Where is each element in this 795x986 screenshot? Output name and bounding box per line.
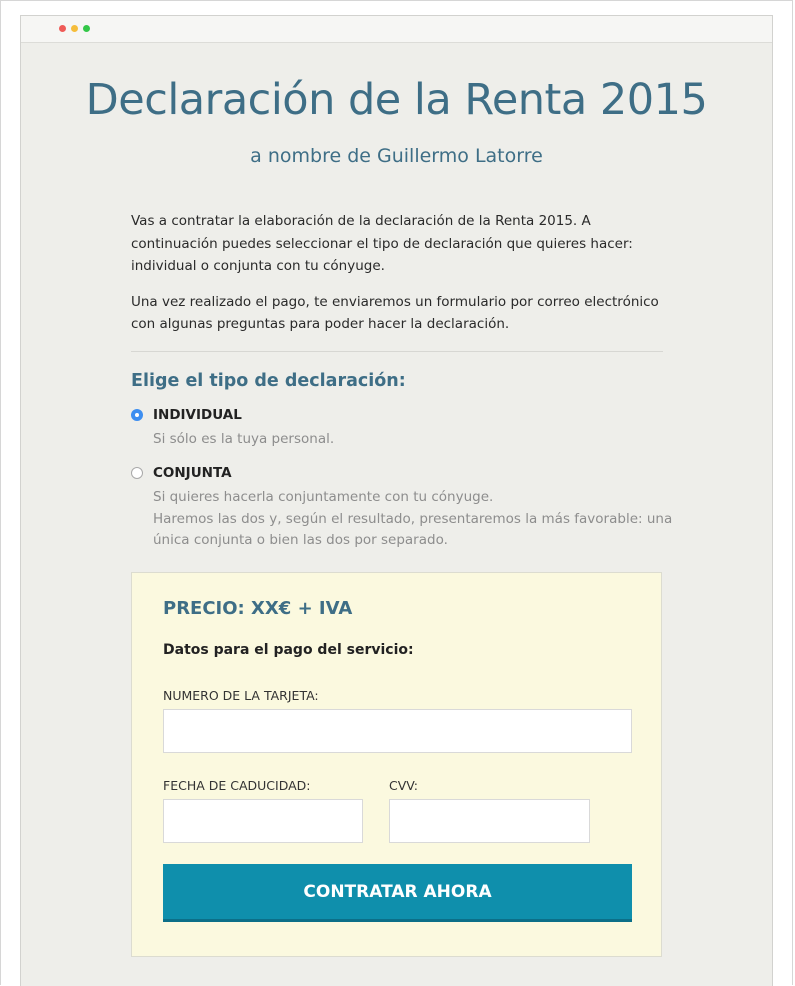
divider: [131, 351, 663, 352]
intro-text: [131, 210, 663, 336]
expiry-date-label: FECHA DE CADUCIDAD:: [163, 778, 311, 793]
card-number-input[interactable]: [163, 709, 632, 753]
close-window-icon[interactable]: [59, 25, 66, 32]
expiry-date-input[interactable]: [163, 799, 363, 843]
radio-individual[interactable]: [131, 409, 143, 421]
browser-window: [20, 15, 773, 986]
contract-now-button[interactable]: CONTRATAR AHORA: [163, 864, 632, 922]
option-conjunta-label[interactable]: CONJUNTA: [153, 465, 232, 481]
option-description-line: Si sólo es la tuya personal.: [153, 431, 335, 447]
payment-heading: Datos para el pago del servicio:: [163, 642, 414, 658]
option-conjunta-description: [153, 487, 673, 552]
cvv-label: CVV:: [389, 778, 419, 793]
option-individual-label[interactable]: INDIVIDUAL: [153, 407, 242, 423]
option-description-line: Si quieres hacerla conjuntamente con tu cónyuge.: [153, 489, 494, 505]
price-label: PRECIO: XX€ + IVA: [163, 598, 353, 619]
radio-conjunta[interactable]: [131, 467, 143, 479]
minimize-window-icon[interactable]: [71, 25, 78, 32]
option-individual-description: [153, 429, 673, 451]
window-titlebar: [21, 16, 772, 43]
intro-paragraph-2: Una vez realizado el pago, te enviaremos un formulario por correo electrónico con algunas preguntas para poder hacer la declaración.: [131, 293, 659, 332]
option-description-line: Haremos las dos y, según el resultado, presentaremos la más favorable: una única conjunta o bien las dos por separado.: [153, 510, 673, 548]
card-number-label: NUMERO DE LA TARJETA:: [163, 688, 319, 703]
maximize-window-icon[interactable]: [83, 25, 90, 32]
declaration-type-title: Elige el tipo de declaración:: [131, 371, 406, 391]
page-subtitle: a nombre de Guillermo Latorre: [250, 145, 543, 167]
intro-paragraph-1: Vas a contratar la elaboración de la declaración de la Renta 2015. A continuación puedes seleccionar el tipo de declaración que quieres hacer: individual o conjunta con tu cónyuge.: [131, 213, 633, 274]
page-title: Declaración de la Renta 2015: [85, 75, 708, 125]
payment-panel: [131, 572, 662, 957]
cvv-input[interactable]: [389, 799, 590, 843]
